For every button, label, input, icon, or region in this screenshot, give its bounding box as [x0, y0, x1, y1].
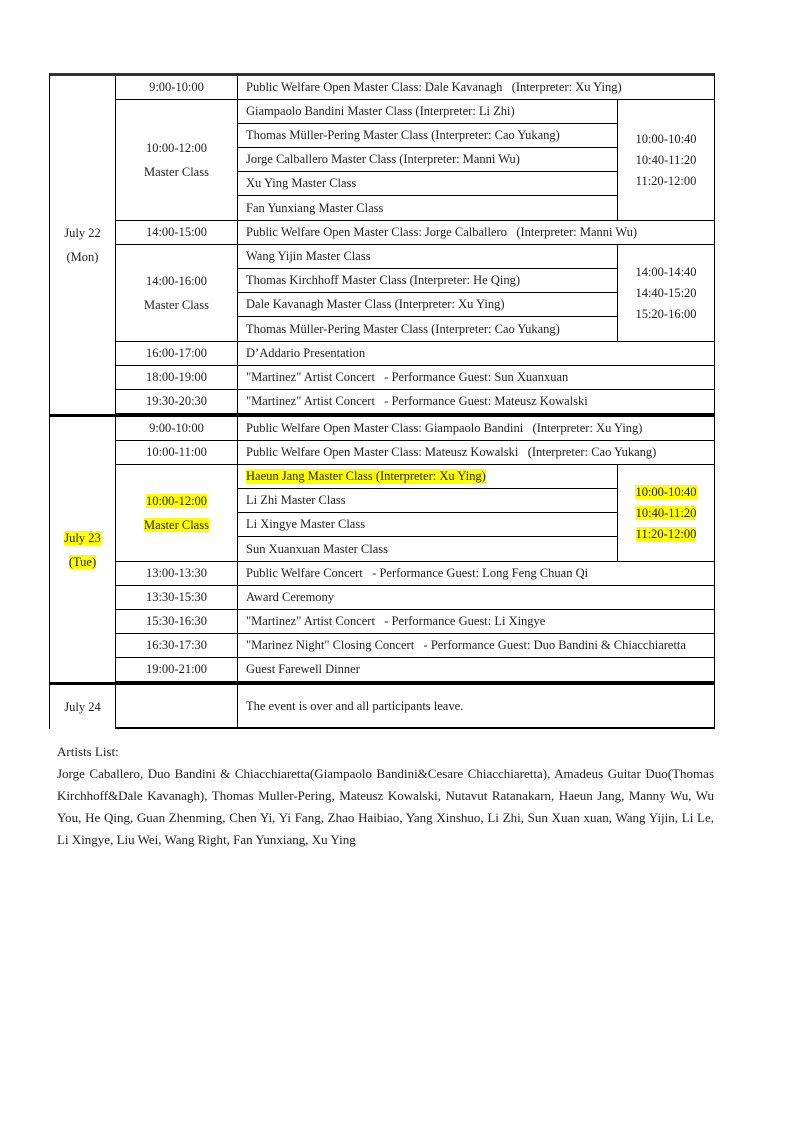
- schedule-row: [116, 221, 714, 245]
- event-cell: Public Welfare Open Master Class: Giampaolo Bandini (Interpreter: Xu Ying): [246, 421, 643, 435]
- slot-time: 14:00-14:40: [635, 264, 697, 279]
- slot-time: 15:20-16:00: [635, 306, 697, 321]
- schedule-row: [116, 366, 714, 390]
- master-class-row: Thomas Müller-Pering Master Class (Interpreter: Cao Yukang): [238, 124, 617, 148]
- event-cell: The event is over and all participants leave.: [246, 698, 464, 713]
- highlighted-text: 10:00-10:40: [635, 484, 697, 499]
- schedule-row: [116, 441, 714, 465]
- slot-time: 10:40-11:20: [635, 152, 697, 167]
- highlighted-text: July 23: [64, 530, 101, 545]
- day-rows: [116, 417, 714, 682]
- master-class-row: Dale Kavanagh Master Class (Interpreter: Xu Ying): [238, 293, 617, 317]
- schedule-row: [116, 342, 714, 366]
- time-cell: 14:00-15:00: [116, 221, 238, 244]
- master-class-row: Sun Xuanxuan Master Class: [246, 541, 388, 556]
- event-cell: Award Ceremony: [246, 590, 335, 604]
- master-class-row: Thomas Müller-Pering Master Class (Interpreter: Cao Yukang): [246, 321, 560, 336]
- master-class-block: [116, 465, 714, 562]
- time-cell: 19:30-20:30: [116, 390, 238, 413]
- date-cell-july23: [50, 417, 116, 682]
- slot-times-cell: [617, 465, 714, 561]
- time-cell: 13:30-15:30: [116, 586, 238, 609]
- date-line: July 24: [64, 700, 101, 714]
- time-cell: [116, 465, 238, 561]
- event-cell: "Martinez" Artist Concert - Performance Guest: Mateusz Kowalski: [246, 394, 588, 408]
- time-line: Master Class: [144, 298, 209, 312]
- day-rows: [116, 685, 714, 729]
- highlighted-text: 11:20-12:00: [635, 526, 697, 541]
- schedule-row: [116, 562, 714, 586]
- time-cell: 9:00-10:00: [116, 417, 238, 440]
- time-cell: 16:00-17:00: [116, 342, 238, 365]
- time-cell: 15:30-16:30: [116, 610, 238, 633]
- artists-list-text: Jorge Caballero, Duo Bandini & Chiacchiaretta(Giampaolo Bandini&Cesare Chiacchiaretta), Amadeus Guitar Duo(Thomas Kirchhoff&Dale Kavanagh), Thomas Muller-Pering, Mateusz Kowalski, Nutavut Ratanakarn, Haeun Jang, Manny Wu, Wu You, He Qing, Guan Zhenming, Chen Yi, Yi Fang, Zhao Haibiao, Yang Xinshuo, Li Zhi, Sun Xuan xuan, Wang Yijin, Li Le, Li Xingye, Liu Wei, Wang Right, Fan Yunxiang, Xu Ying: [57, 766, 714, 847]
- master-class-rows: [238, 465, 617, 561]
- day-section-july22: [50, 76, 714, 414]
- schedule-row: [116, 76, 714, 100]
- schedule-row: [116, 610, 714, 634]
- slot-times-cell: [617, 100, 714, 220]
- date-cell-july24: [50, 685, 116, 729]
- schedule-row: [116, 586, 714, 610]
- event-cell: Public Welfare Concert - Performance Guest: Long Feng Chuan Qi: [246, 566, 589, 580]
- time-cell: 13:00-13:30: [116, 562, 238, 585]
- event-cell: "Marinez Night" Closing Concert - Performance Guest: Duo Bandini & Chiacchiaretta: [246, 638, 686, 652]
- schedule-row: [116, 658, 714, 682]
- master-class-row: Xu Ying Master Class: [238, 172, 617, 196]
- schedule-row: [116, 685, 714, 729]
- master-class-row: [238, 465, 617, 489]
- time-cell: [116, 245, 238, 341]
- time-cell: [116, 685, 238, 727]
- master-class-row: Jorge Calballero Master Class (Interpreter: Manni Wu): [238, 148, 617, 172]
- highlighted-text: Haeun Jang Master Class (Interpreter: Xu Ying): [246, 469, 486, 483]
- day-section-july23: [50, 417, 714, 682]
- slot-time: 10:00-10:40: [635, 131, 697, 146]
- artists-list: [57, 741, 714, 851]
- master-class-row: Thomas Kirchhoff Master Class (Interpreter: He Qing): [238, 269, 617, 293]
- day-rows: [116, 76, 714, 414]
- master-class-row: Wang Yijin Master Class: [238, 245, 617, 269]
- slot-time: 14:40-15:20: [635, 285, 697, 300]
- event-cell: Public Welfare Open Master Class: Mateusz Kowalski (Interpreter: Cao Yukang): [246, 445, 657, 459]
- time-line: [146, 489, 207, 513]
- master-class-block: [116, 245, 714, 342]
- time-cell: 19:00-21:00: [116, 658, 238, 681]
- event-cell: Public Welfare Open Master Class: Jorge Calballero (Interpreter: Manni Wu): [246, 225, 638, 239]
- schedule-row: [116, 634, 714, 658]
- master-class-row: Giampaolo Bandini Master Class (Interpreter: Li Zhi): [238, 100, 617, 124]
- event-cell: "Martinez" Artist Concert - Performance Guest: Sun Xuanxuan: [246, 370, 569, 384]
- slot-time: 11:20-12:00: [635, 173, 697, 188]
- time-cell: [116, 100, 238, 220]
- highlighted-text: (Tue): [68, 554, 97, 569]
- event-cell: Public Welfare Open Master Class: Dale Kavanagh (Interpreter: Xu Ying): [246, 80, 622, 94]
- slot-time: [636, 524, 697, 545]
- slot-time: [635, 482, 696, 503]
- event-cell: "Martinez" Artist Concert - Performance Guest: Li Xingye: [246, 614, 546, 628]
- slot-time: [636, 503, 697, 524]
- time-cell: 16:30-17:30: [116, 634, 238, 657]
- master-class-row: Li Zhi Master Class: [238, 489, 617, 513]
- master-class-rows: [238, 245, 617, 341]
- time-line: [144, 513, 209, 537]
- date-line: [64, 526, 100, 550]
- schedule-row: [116, 390, 714, 414]
- slot-times-cell: [617, 245, 714, 341]
- highlighted-text: Master Class: [144, 518, 209, 532]
- event-cell: Guest Farewell Dinner: [246, 662, 360, 676]
- time-line: Master Class: [144, 165, 209, 179]
- date-line: [69, 550, 96, 574]
- master-class-row: Li Xingye Master Class: [238, 513, 617, 537]
- day-section-july24: [50, 685, 714, 729]
- highlighted-text: 10:00-12:00: [145, 494, 208, 508]
- time-cell: 10:00-11:00: [116, 441, 238, 464]
- master-class-row: Fan Yunxiang Master Class: [246, 200, 384, 215]
- date-cell-july22: [50, 76, 116, 414]
- schedule-row: [116, 417, 714, 441]
- event-cell: D’Addario Presentation: [246, 346, 366, 360]
- schedule-table: [49, 73, 715, 729]
- master-class-rows: [238, 100, 617, 220]
- date-line: (Mon): [66, 250, 99, 264]
- artists-list-heading: Artists List:: [57, 744, 119, 759]
- master-class-block: [116, 100, 714, 221]
- date-line: July 22: [64, 226, 101, 240]
- time-line: 14:00-16:00: [145, 274, 208, 288]
- time-line: 10:00-12:00: [145, 141, 208, 155]
- time-cell: 9:00-10:00: [116, 76, 238, 99]
- highlighted-text: 10:40-11:20: [635, 505, 697, 520]
- time-cell: 18:00-19:00: [116, 366, 238, 389]
